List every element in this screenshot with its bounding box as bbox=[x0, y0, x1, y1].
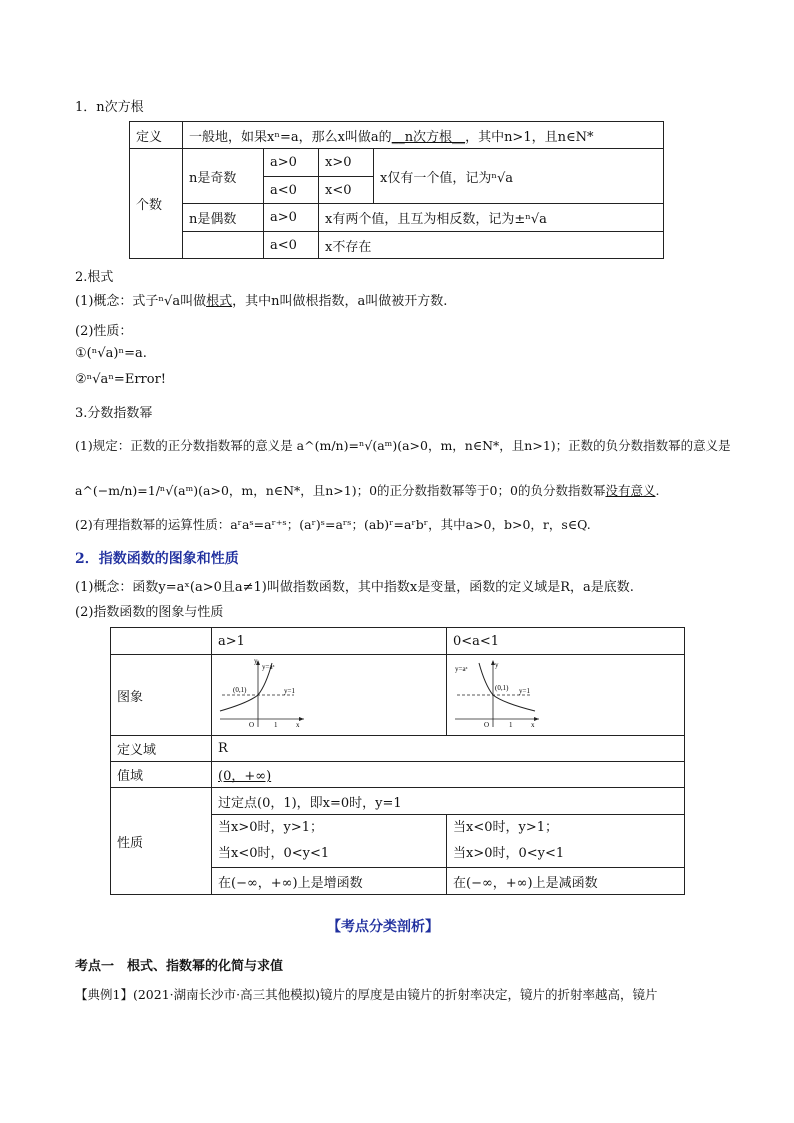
def-tail: ，其中n>1，且n∈N* bbox=[465, 129, 594, 145]
radical-concept bbox=[75, 290, 447, 309]
radical-concept-post: ，其中n叫做根指数，a叫做被开方数. bbox=[232, 294, 448, 309]
col-a-gt-1: a>1 bbox=[212, 628, 447, 655]
row-range-label: 值域 bbox=[111, 762, 212, 788]
one-label: 1 bbox=[274, 721, 278, 729]
def-label: 定义 bbox=[130, 122, 183, 149]
odd-a-neg: a<0 bbox=[264, 177, 319, 204]
row-props-label: 性质 bbox=[111, 788, 212, 895]
even-a-pos: a>0 bbox=[264, 204, 319, 232]
line-label: y=1 bbox=[519, 687, 530, 695]
prop-left-2: 当x<0时，0<y<1 bbox=[218, 846, 330, 861]
origin-label: O bbox=[484, 721, 490, 729]
prop-right-1: 当x<0时，y>1； bbox=[453, 820, 559, 835]
exp-function-graph-heading: (2)指数函数的图象与性质 bbox=[75, 605, 224, 620]
graph-increasing-cell bbox=[212, 655, 447, 736]
y-axis-label: y bbox=[495, 661, 499, 669]
radical-property-heading: (2)性质： bbox=[75, 324, 133, 339]
col-a-between: 0<a<1 bbox=[447, 628, 685, 655]
mono-left: 在(−∞，+∞)上是增函数 bbox=[212, 868, 447, 895]
radical-concept-pre: (1)概念：式子ⁿ√a叫做 bbox=[75, 294, 207, 309]
fractional-rule-2-post: . bbox=[655, 483, 660, 498]
row-domain-label: 定义域 bbox=[111, 736, 212, 762]
even-blank-cell bbox=[183, 232, 264, 259]
mono-right: 在(−∞，+∞)上是减函数 bbox=[447, 868, 685, 895]
point-label: (0,1) bbox=[495, 684, 509, 692]
odd-a-pos: a>0 bbox=[264, 149, 319, 177]
curve-label: y=aˣ bbox=[455, 665, 468, 673]
even-label: n是偶数 bbox=[183, 204, 264, 232]
example-text: 【典例1】(2021·湖南长沙市·高三其他模拟)镜片的厚度是由镜片的折射率决定，镜片的折射率越高，镜片 bbox=[75, 987, 658, 1002]
x-arrow-icon bbox=[534, 717, 539, 721]
decreasing-exp-graph bbox=[453, 657, 543, 729]
radical-concept-term: 根式 bbox=[206, 294, 233, 309]
even-a-neg: a<0 bbox=[264, 232, 319, 259]
section-heading-radical: 2.根式 bbox=[75, 270, 114, 285]
odd-result: x仅有一个值，记为ⁿ√a bbox=[374, 149, 664, 204]
prop-left-1: 当x>0时，y>1； bbox=[218, 820, 324, 835]
one-label: 1 bbox=[509, 721, 513, 729]
graph-decreasing-cell bbox=[447, 655, 685, 736]
fractional-rule-3: (2)有理指数幂的运算性质：aʳaˢ=aʳ⁺ˢ；(aʳ)ˢ=aʳˢ；(ab)ʳ=aʳbʳ，其中a>0，b>0，r，s∈Q. bbox=[75, 517, 591, 532]
odd-x-pos: x>0 bbox=[319, 149, 374, 177]
row-graph-label: 图象 bbox=[111, 655, 212, 736]
section-heading-nth-root: 1．n次方根 bbox=[75, 100, 144, 115]
fractional-rule-2 bbox=[75, 481, 659, 499]
odd-label: n是奇数 bbox=[183, 149, 264, 204]
banner-heading: 【考点分类剖析】 bbox=[327, 919, 439, 935]
point-label: (0,1) bbox=[233, 686, 247, 694]
fractional-rule-2-term: 没有意义 bbox=[605, 483, 656, 498]
odd-x-neg: x<0 bbox=[319, 177, 374, 204]
y-axis-label: y bbox=[254, 657, 258, 665]
table-corner bbox=[111, 628, 212, 655]
nth-root-table bbox=[129, 121, 664, 259]
fixed-point: 过定点(0，1)，即x=0时，y=1 bbox=[212, 788, 685, 815]
section-heading-exp-function: 2．指数函数的图象和性质 bbox=[75, 551, 239, 567]
line-label: y=1 bbox=[284, 687, 295, 695]
range-value: (0，+∞) bbox=[212, 762, 685, 788]
even-neg-result: x不存在 bbox=[319, 232, 664, 259]
def-text-main: 一般地，如果xⁿ=a，那么x叫做a的 bbox=[189, 129, 392, 145]
curve-label: y=aˣ bbox=[262, 663, 275, 671]
prop-right-2: 当x>0时，0<y<1 bbox=[453, 846, 565, 861]
x-axis-label: x bbox=[531, 721, 535, 729]
fractional-rule-2-pre: a^(−m/n)=1/ⁿ√(aᵐ)(a>0，m，n∈N*，且n>1)；0的正分数指数幂等于0；0的负分数指数幂 bbox=[75, 483, 606, 498]
x-axis-label: x bbox=[296, 721, 300, 729]
domain-value: R bbox=[212, 736, 685, 762]
section-heading-fractional: 3.分数指数幂 bbox=[75, 406, 153, 421]
exp-function-concept: (1)概念：函数y=aˣ(a>0且a≠1)叫做指数函数，其中指数x是变量，函数的定义域是R，a是底数. bbox=[75, 580, 634, 595]
radical-property-1: ①(ⁿ√a)ⁿ=a. bbox=[75, 346, 147, 361]
point-title: 考点一 根式、指数幂的化简与求值 bbox=[75, 959, 284, 974]
def-blank: __n次方根__ bbox=[391, 129, 466, 145]
count-label: 个数 bbox=[130, 149, 183, 259]
radical-property-2: ②ⁿ√aⁿ=Error! bbox=[75, 372, 167, 387]
props-left bbox=[212, 815, 447, 868]
exp-function-table bbox=[110, 627, 685, 895]
origin-label: O bbox=[249, 721, 255, 729]
props-right bbox=[447, 815, 685, 868]
x-arrow-icon bbox=[299, 717, 304, 721]
increasing-exp-graph bbox=[218, 657, 308, 729]
fractional-rule-1: (1)规定：正数的正分数指数幂的意义是 a^(m/n)=ⁿ√(aᵐ)(a>0，m，n∈N*，且n>1)；正数的负分数指数幂的意义是 bbox=[75, 438, 731, 453]
def-text bbox=[183, 122, 664, 149]
even-pos-result: x有两个值，且互为相反数，记为±ⁿ√a bbox=[319, 204, 664, 232]
